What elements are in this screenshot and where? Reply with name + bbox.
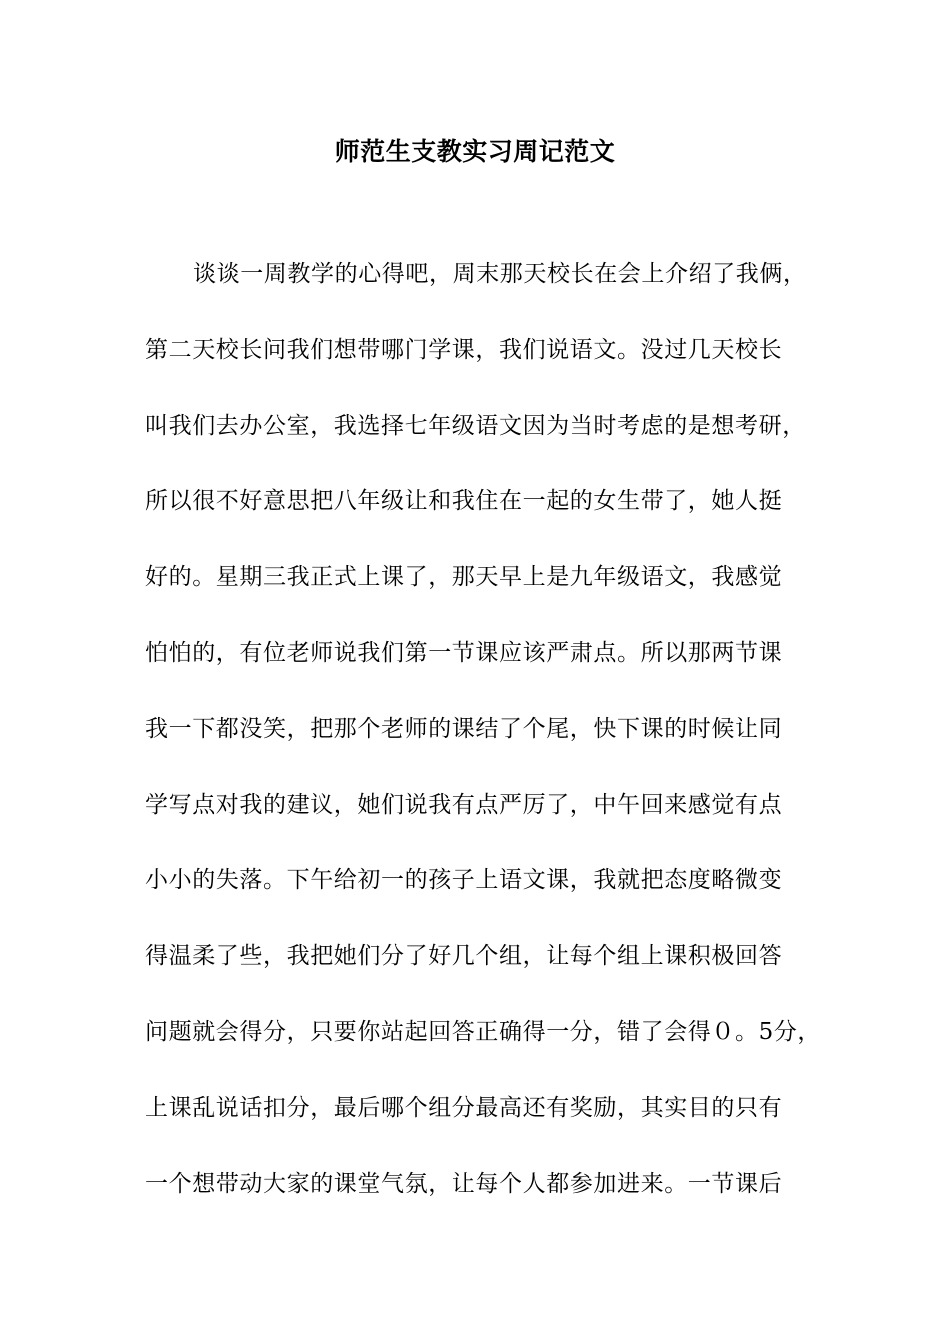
body-line: 所以很不好意思把八年级让和我住在一起的女生带了，她人挺 xyxy=(145,488,783,515)
body-line: 我一下都没笑，把那个老师的课结了个尾，快下课的时候让同 xyxy=(145,715,783,742)
body-line: 怕怕的，有位老师说我们第一节课应该严肃点。所以那两节课 xyxy=(145,639,783,666)
body-line: 谈谈一周教学的心得吧，周末那天校长在会上介绍了我俩， xyxy=(193,261,807,287)
body-line: 得温柔了些，我把她们分了好几个组，让每个组上课积极回答 xyxy=(145,943,783,970)
document-body xyxy=(145,256,845,1241)
body-line: 上课乱说话扣分，最后哪个组分最高还有奖励，其实目的只有 xyxy=(145,1094,783,1121)
document-title: 师范生支教实习周记范文 xyxy=(334,137,616,166)
body-line: 好的。星期三我正式上课了，那天早上是九年级语文，我感觉 xyxy=(145,564,783,591)
body-line: 小小的失落。下午给初一的孩子上语文课，我就把态度略微变 xyxy=(145,867,783,894)
body-line: 第二天校长问我们想带哪门学课，我们说语文。没过几天校长 xyxy=(145,336,783,363)
body-line: 学写点对我的建议，她们说我有点严厉了，中午回来感觉有点 xyxy=(145,791,783,818)
body-line: 叫我们去办公室，我选择七年级语文因为当时考虑的是想考研， xyxy=(145,412,806,439)
body-line: 问题就会得分，只要你站起回答正确得一分，错了会得０。5分， xyxy=(145,1018,822,1045)
body-line: 一个想带动大家的课堂气氛，让每个人都参加进来。一节课后 xyxy=(145,1170,783,1197)
